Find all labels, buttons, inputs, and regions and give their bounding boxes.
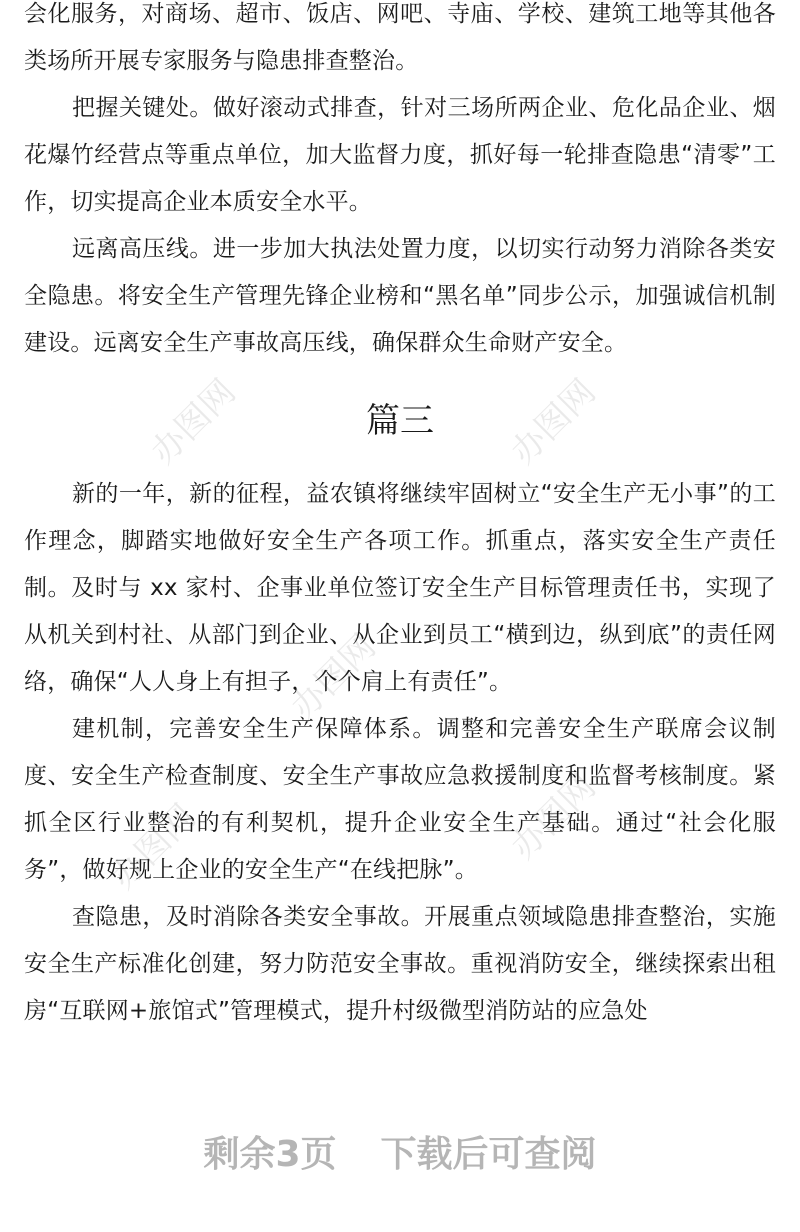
download-to-view-label: 下载后可查阅 [380, 1134, 597, 1175]
paragraph-high-voltage-line: 远离高压线。进一步加大执法处置力度，以切实行动努力消除各类安全隐患。将安全生产管理先锋企业榜和“黑名单”同步公示，加强诚信机制建设。远离安全生产事故高压线，确保群众生命财产安全。 [24, 236, 776, 356]
watermark-text: 办图网 [503, 371, 604, 473]
watermark-text: 办图网 [503, 766, 604, 868]
remaining-pages-label: 剩余3页 [203, 1134, 337, 1175]
paragraph-build-mechanism: 建机制，完善安全生产保障体系。调整和完善安全生产联席会议制度、安全生产检查制度、安全生产事故应急救援制度和监督考核制度。紧抓全区行业整治的有利契机，提升企业安全生产基础。通过“社会化服务”，做好规上企业的安全生产“在线把脉”。 [24, 716, 776, 883]
download-banner[interactable] [0, 1125, 800, 1185]
paragraph-continued: 会化服务，对商场、超市、饭店、网吧、寺庙、学校、建筑工地等其他各类场所开展专家服务与隐患排查整治。 [24, 1, 776, 74]
watermark-text: 办图网 [103, 796, 204, 898]
paragraph-key-points: 把握关键处。做好滚动式排查，针对三场所两企业、危化品企业、烟花爆竹经营点等重点单位，加大监督力度，抓好每一轮排查隐患“清零”工作，切实提高企业本质安全水平。 [24, 95, 776, 215]
section-heading: 篇三 [366, 401, 434, 441]
paragraph-new-year: 新的一年，新的征程，益农镇将继续牢固树立“安全生产无小事”的工作理念，脚踏实地做好安全生产各项工作。抓重点，落实安全生产责任制。及时与 xx 家村、企事业单位签订安全生产目标管理责任书，实现了从机关到村社、从部门到企业、从企业到员工“横到边，纵到底”的责任网络，确保“人人身上有担子，个个肩上有责任”。 [24, 481, 776, 695]
watermark-text: 办图网 [143, 371, 244, 473]
watermark-text: 办图网 [283, 626, 384, 728]
paragraph-check-hazards: 查隐患，及时消除各类安全事故。开展重点领域隐患排查整治，实施安全生产标准化创建，努力防范安全事故。重视消防安全，继续探索出租房“互联网+旅馆式”管理模式，提升村级微型消防站的应急处 [24, 904, 776, 1024]
